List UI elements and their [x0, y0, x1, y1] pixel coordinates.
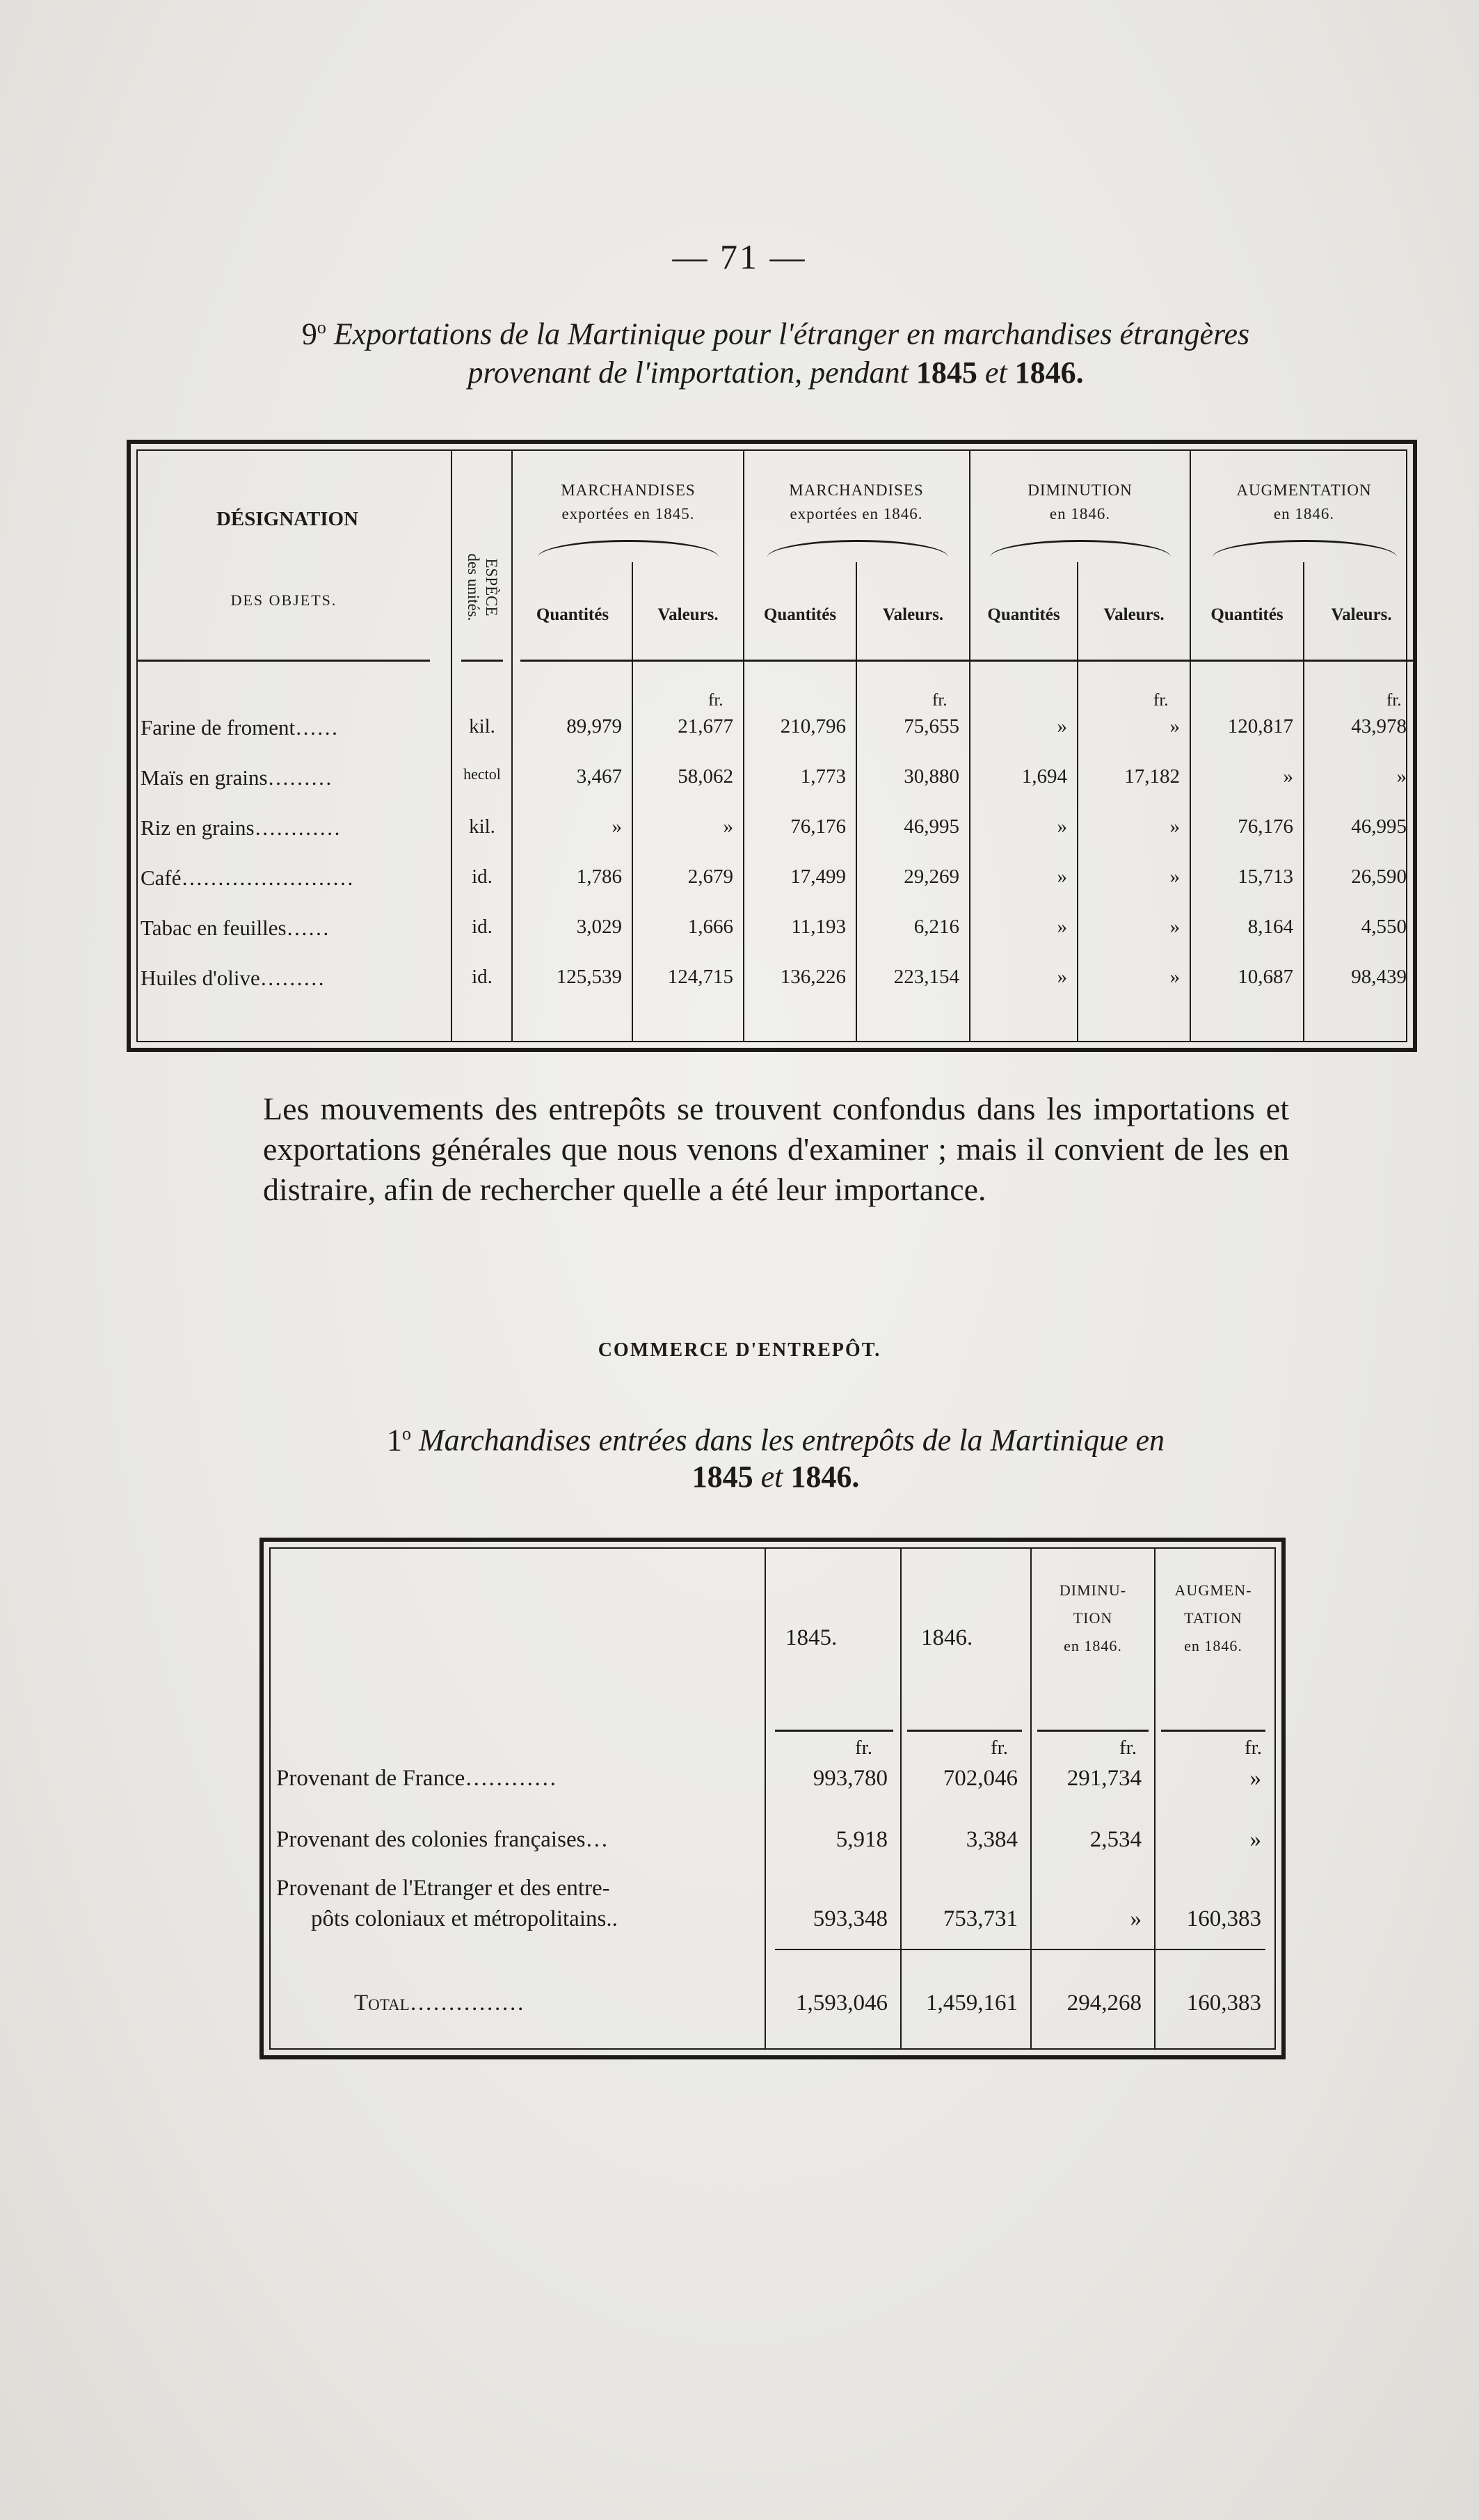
page-number: — 71 —	[672, 237, 807, 276]
row-value: »	[1169, 715, 1180, 737]
row-value: 1,786	[576, 866, 622, 888]
row-value: 753,731	[943, 1906, 1018, 1931]
row-value: 43,978	[1351, 715, 1407, 737]
col-1846: 1846.	[921, 1625, 973, 1650]
row-label: Riz en grains…………	[141, 815, 341, 840]
row-label-continued: pôts coloniaux et métropolitains..	[311, 1906, 618, 1931]
total-value: 294,268	[1066, 1991, 1142, 2016]
body-paragraph: Les mouvements des entrepôts se trouvent confondus dans les importations et exportations générales que nous venons d'examiner ; mais il convient de les en distraire, afin de rechercher quelle a été leur importance.	[263, 1091, 1289, 1207]
col-divider	[1190, 451, 1191, 1041]
group-header-augmentation	[1191, 479, 1417, 526]
header-rule	[520, 660, 1414, 662]
unit-fr: fr.	[1386, 691, 1402, 710]
row-label: Tabac en feuilles……	[141, 916, 330, 940]
brace	[990, 540, 1171, 557]
group-header-diminution	[970, 479, 1190, 526]
brace	[767, 540, 948, 557]
table1-title-line1	[139, 306, 1412, 356]
row-value: 702,046	[943, 1766, 1018, 1791]
col-divider	[511, 451, 513, 1041]
row-unit: id.	[472, 966, 493, 988]
row-unit: kil.	[469, 815, 495, 838]
sub-quantites: Quantités	[763, 605, 837, 624]
total-value: 160,383	[1186, 1991, 1261, 2016]
group-header-l2: en 1846.	[1273, 505, 1335, 523]
title-year-1845: 1845	[916, 356, 977, 390]
row-value: 3,467	[576, 765, 622, 788]
row-value: »	[1169, 916, 1180, 938]
row-value: 125,539	[556, 966, 622, 988]
group-header-l2: en 1846.	[1049, 505, 1111, 523]
sub-quantites: Quantités	[536, 605, 609, 624]
group-header-l1: DIMINUTION	[1028, 481, 1133, 499]
sub-quantites: Quantités	[987, 605, 1060, 624]
brace	[1213, 540, 1397, 557]
col-1845: 1845.	[785, 1625, 838, 1650]
row-value: 89,979	[566, 715, 622, 737]
row-value: 11,193	[791, 916, 846, 938]
row-value: »	[1057, 715, 1067, 737]
row-value: 136,226	[780, 966, 846, 988]
row-label: Maïs en grains………	[141, 765, 333, 790]
row-value: 29,269	[904, 866, 959, 888]
title-year-1846: 1846.	[790, 1460, 860, 1494]
unit-fr: fr.	[1153, 691, 1169, 710]
row-unit: id.	[472, 916, 493, 938]
group-header-l1: MARCHANDISES	[561, 481, 696, 499]
row-value: 593,348	[813, 1906, 888, 1931]
header-rule	[461, 660, 503, 662]
sub-valeurs: Valeurs.	[657, 605, 719, 624]
col-augmentation	[1156, 1577, 1271, 1660]
header-rule	[1037, 1730, 1149, 1732]
group-header-1845	[513, 479, 743, 526]
row-value: 1,773	[800, 765, 846, 788]
row-value: »	[1130, 1906, 1142, 1931]
row-label: Farine de froment……	[141, 715, 339, 740]
title-number: 1	[386, 1423, 402, 1458]
row-value: 6,216	[913, 916, 959, 938]
col-divider	[765, 1549, 766, 2048]
group-header-1846	[744, 479, 968, 526]
row-value: »	[1169, 866, 1180, 888]
unit-fr: fr.	[855, 1737, 872, 1759]
row-value: 46,995	[1351, 815, 1407, 838]
col-divider	[451, 451, 452, 1041]
row-value: 2,679	[687, 866, 733, 888]
col-diminution-l3: en 1846.	[1064, 1637, 1122, 1654]
title-number-sup: o	[317, 317, 326, 337]
sub-valeurs: Valeurs.	[882, 605, 944, 624]
header-rule	[775, 1730, 893, 1732]
header-rule	[907, 1730, 1022, 1732]
row-label: Provenant des colonies françaises…	[276, 1827, 609, 1852]
entrepot-table	[259, 1538, 1286, 2059]
col-augmentation-l3: en 1846.	[1184, 1637, 1242, 1654]
row-value: 75,655	[904, 715, 959, 737]
row-value: 223,154	[893, 966, 959, 988]
row-label: Provenant de France…………	[276, 1766, 557, 1791]
group-header-l1: AUGMENTATION	[1236, 481, 1372, 499]
row-value: 76,176	[1238, 815, 1293, 838]
row-value: 160,383	[1186, 1906, 1261, 1931]
row-value: »	[1057, 916, 1067, 938]
row-value: 30,880	[904, 765, 959, 788]
title-text: Exportations de la Martinique pour l'étranger en marchandises étrangères	[333, 317, 1250, 351]
col-augmentation-l1: AUGMEN-	[1174, 1581, 1252, 1599]
total-value: 1,593,046	[796, 1991, 888, 2016]
row-value: »	[611, 815, 622, 838]
group-header-l2: exportées en 1846.	[790, 505, 923, 523]
row-value: »	[1057, 815, 1067, 838]
unit-fr: fr.	[991, 1737, 1008, 1759]
unit-fr: fr.	[932, 691, 948, 710]
col-divider	[900, 1549, 902, 2048]
col-augmentation-l2: TATION	[1184, 1609, 1242, 1627]
row-value: »	[1057, 866, 1067, 888]
group-header-l2: exportées en 1845.	[561, 505, 695, 523]
sub-quantites: Quantités	[1210, 605, 1284, 624]
table2-title-line2	[257, 1456, 1294, 1499]
row-value: 2,534	[1089, 1827, 1142, 1852]
row-label: Huiles d'olive………	[141, 966, 325, 990]
row-value: »	[1249, 1766, 1261, 1791]
row-value: 4,550	[1361, 916, 1407, 938]
row-value: 3,384	[966, 1827, 1018, 1852]
row-value: »	[1169, 815, 1180, 838]
table2-title-line1	[257, 1412, 1294, 1462]
row-value: 76,176	[790, 815, 846, 838]
section-heading: COMMERCE D'ENTREPÔT.	[598, 1339, 881, 1361]
entrepot-table-inner	[269, 1547, 1276, 2050]
row-value: »	[723, 815, 733, 838]
row-value: 3,029	[576, 916, 622, 938]
col-divider	[743, 451, 744, 1041]
row-value: 98,439	[1351, 966, 1407, 988]
exports-table	[127, 440, 1417, 1052]
col-designation-header: DÉSIGNATION	[216, 508, 359, 530]
unit-fr: fr.	[708, 691, 723, 710]
col-divider	[969, 451, 970, 1041]
row-value: »	[1283, 765, 1293, 788]
row-value: 291,734	[1066, 1766, 1142, 1791]
row-unit: kil.	[469, 715, 495, 737]
row-label: Café……………………	[141, 866, 354, 890]
title-number: 9	[301, 317, 317, 351]
header-rule	[138, 660, 430, 662]
row-value: 15,713	[1238, 866, 1293, 888]
col-designation-header-2: DES OBJETS.	[230, 591, 337, 609]
total-value: 1,459,161	[926, 1991, 1018, 2016]
sub-valeurs: Valeurs.	[1331, 605, 1392, 624]
row-value: 1,666	[687, 916, 733, 938]
row-value: 26,590	[1351, 866, 1407, 888]
row-value: 210,796	[780, 715, 846, 737]
row-unit: hectol	[463, 765, 501, 783]
row-value: 10,687	[1238, 966, 1293, 988]
row-value: 1,694	[1021, 765, 1067, 788]
total-label: Total……………	[354, 1991, 525, 2016]
row-value: 120,817	[1227, 715, 1293, 737]
row-value: »	[1057, 966, 1067, 988]
brace	[538, 540, 719, 557]
total-rule	[775, 1949, 1265, 1950]
row-value: 58,062	[678, 765, 733, 788]
title-text: Marchandises entrées dans les entrepôts de la Martinique en	[418, 1423, 1165, 1458]
row-value: 21,677	[678, 715, 733, 737]
col-diminution-l1: DIMINU-	[1059, 1581, 1127, 1599]
row-value: »	[1396, 765, 1407, 788]
title-text-c: et	[977, 356, 1015, 390]
row-value: 124,715	[667, 966, 733, 988]
col-diminution-l2: TION	[1073, 1609, 1113, 1627]
row-value: »	[1249, 1827, 1261, 1852]
row-value: 46,995	[904, 815, 959, 838]
header-rule	[1161, 1730, 1265, 1732]
group-header-l1: MARCHANDISES	[789, 481, 924, 499]
title-text-b: et	[753, 1460, 791, 1494]
exports-table-inner	[136, 449, 1407, 1042]
row-value: 17,499	[790, 866, 846, 888]
row-label: Provenant de l'Etranger et des entre-	[276, 1876, 610, 1901]
title-year-1846: 1846.	[1014, 356, 1084, 390]
row-value: 17,182	[1124, 765, 1180, 788]
row-value: 993,780	[813, 1766, 888, 1791]
title-number-sup: o	[401, 1424, 411, 1444]
row-value: »	[1169, 966, 1180, 988]
sub-valeurs: Valeurs.	[1103, 605, 1165, 624]
unit-fr: fr.	[1245, 1737, 1262, 1759]
title-text-a: provenant de l'importation, pendant	[467, 356, 916, 390]
title-year-1845: 1845	[691, 1460, 753, 1494]
col-diminution	[1032, 1577, 1154, 1660]
unit-fr: fr.	[1119, 1737, 1137, 1759]
row-unit: id.	[472, 866, 493, 888]
row-value: 5,918	[836, 1827, 888, 1852]
col-espece-header: ESPÈCE des unités.	[465, 553, 500, 621]
table1-title-line2	[139, 351, 1412, 394]
row-value: 8,164	[1247, 916, 1293, 938]
